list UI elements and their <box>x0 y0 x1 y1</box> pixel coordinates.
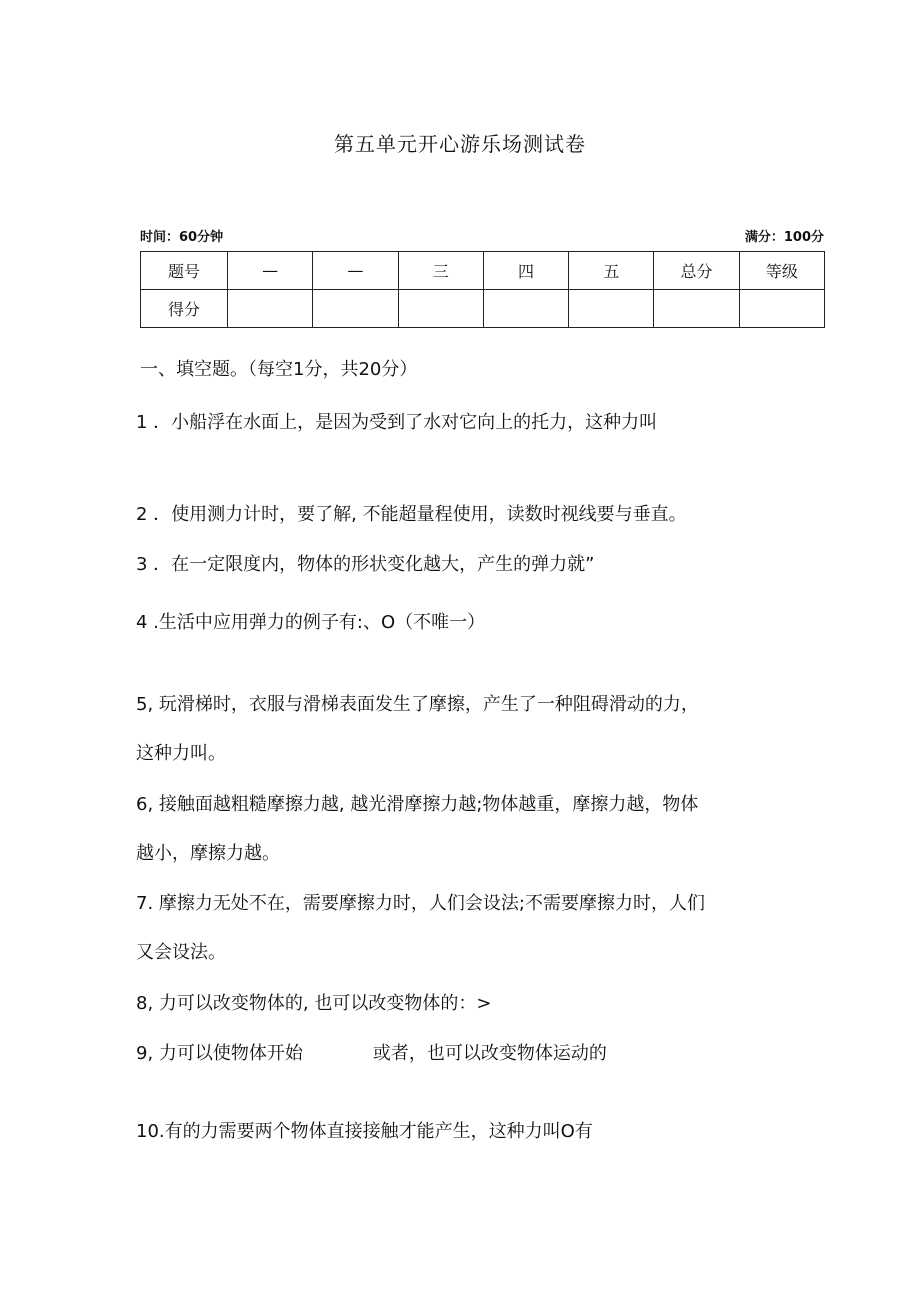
score-table <box>140 251 825 328</box>
header-cell-part-3: 三 <box>398 252 483 290</box>
question-3: 3 ．在一定限度内，物体的形状变化越大，产生的弹力就” <box>136 554 595 575</box>
question-4: 4 .生活中应用弹力的例子有:、O（不唯一） <box>136 612 486 633</box>
score-cell-part-2[interactable] <box>313 290 398 328</box>
score-cell-part-4[interactable] <box>483 290 568 328</box>
score-cell-part-5[interactable] <box>569 290 654 328</box>
question-5-line-2: 这种力叫。 <box>136 743 226 764</box>
score-cell-total[interactable] <box>654 290 739 328</box>
score-table-header-row <box>141 252 825 290</box>
question-5-line-1: 5, 玩滑梯时，衣服与滑梯表面发生了摩擦，产生了一种阻碍滑动的力， <box>136 694 699 715</box>
question-8: 8, 力可以改变物体的, 也可以改变物体的：> <box>136 993 492 1014</box>
header-cell-question-number: 题号 <box>141 252 228 290</box>
header-cell-part-5: 五 <box>569 252 654 290</box>
question-6-line-1: 6, 接触面越粗糙摩擦力越, 越光滑摩擦力越;物体越重，摩擦力越，物体 <box>136 794 699 815</box>
header-cell-total: 总分 <box>654 252 739 290</box>
section-heading-fill-in: 一、填空题。（每空1分，共20分） <box>140 359 418 380</box>
question-7-line-1: 7. 摩擦力无处不在，需要摩擦力时，人们会设法;不需要摩擦力时，人们 <box>136 893 705 914</box>
page-title: 第五单元开心游乐场测试卷 <box>334 132 586 156</box>
full-score: 满分：100分 <box>744 230 824 245</box>
exam-time: 时间：60分钟 <box>140 230 224 245</box>
question-9-part-1: 9, 力可以使物体开始 <box>136 1043 303 1064</box>
score-cell-part-3[interactable] <box>398 290 483 328</box>
score-row-label: 得分 <box>141 290 228 328</box>
question-10: 10.有的力需要两个物体直接接触才能产生，这种力叫O有 <box>136 1121 593 1142</box>
score-cell-part-1[interactable] <box>228 290 313 328</box>
header-cell-part-2: — <box>313 252 398 290</box>
header-cell-grade: 等级 <box>739 252 824 290</box>
score-cell-grade[interactable] <box>739 290 824 328</box>
question-1: 1 ．小船浮在水面上，是因为受到了水对它向上的托力，这种力叫 <box>136 412 658 433</box>
question-9 <box>136 1039 607 1065</box>
question-2: 2 ．使用测力计时，要了解, 不能超量程使用，读数时视线要与垂直。 <box>136 504 687 525</box>
header-cell-part-4: 四 <box>483 252 568 290</box>
question-6-line-2: 越小，摩擦力越。 <box>136 843 280 864</box>
score-table-score-row <box>141 290 825 328</box>
question-7-line-2: 又会设法。 <box>136 942 226 963</box>
question-9-part-2: 或者，也可以改变物体运动的 <box>372 1043 607 1064</box>
header-cell-part-1: — <box>228 252 313 290</box>
